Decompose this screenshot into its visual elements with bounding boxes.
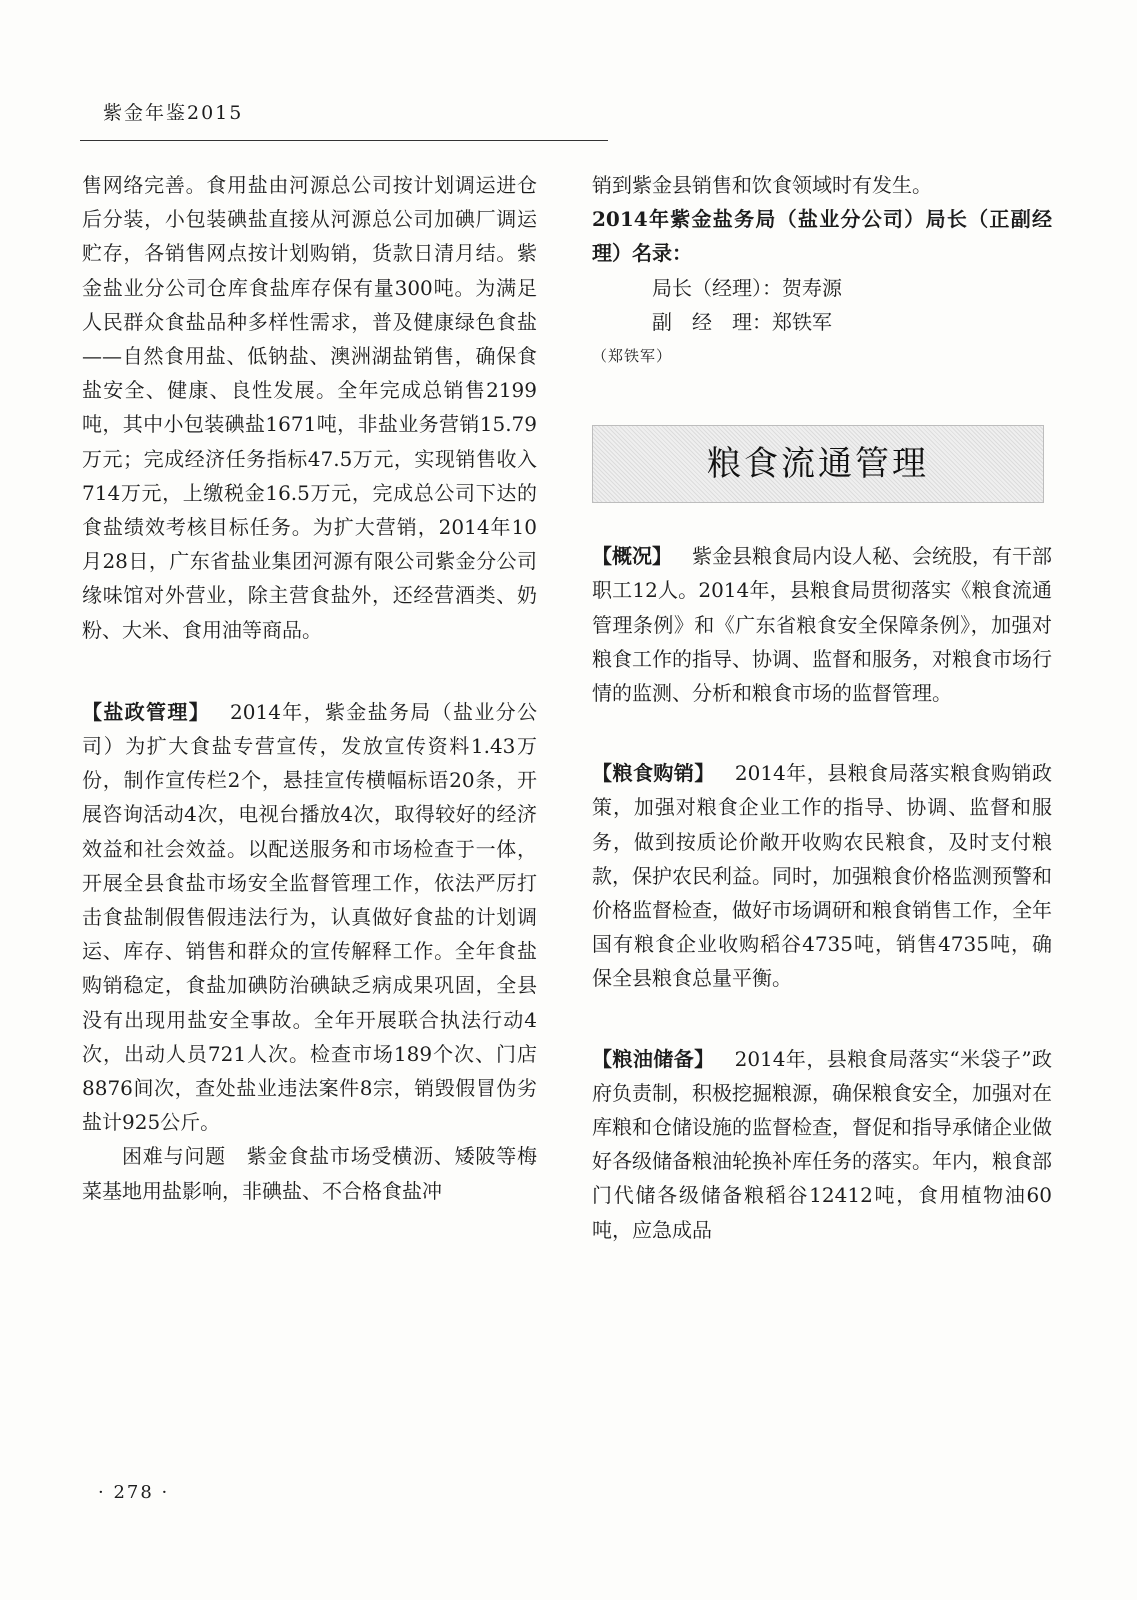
overview-paragraph (592, 539, 1052, 710)
left-column (82, 168, 537, 1208)
page-number: · 278 · (98, 1482, 170, 1503)
problems-label: 困难与问题 (122, 1144, 226, 1169)
header-rule (80, 140, 608, 141)
salt-admin-text: 2014年，紫金盐务局（盐业分公司）为扩大食盐专营宣传，发放宣传资料1.43万份，制作宣传栏2个，悬挂宣传横幅标语20条，开展咨询活动4次，电视台播放4次，取得较好的经济效益和社会效益。以配送服务和市场检查于一体，开展全县食盐市场安全监督管理工作，依法严厉打击食盐制假售假违法行为，认真做好食盐的计划调运、库存、销售和群众的宣传解释工作。全年食盐购销稳定，食盐加碘防治碘缺乏病成果巩固，全县没有出现用盐安全事故。全年开展联合执法行动4次，出动人员721人次。检查市场189个次、门店8876间次，查处盐业违法案件8宗，销毁假冒伪劣盐计925公斤。 (82, 699, 537, 1135)
right-column (592, 168, 1052, 1247)
salt-sales-paragraph: 售网络完善。食用盐由河源总公司按计划调运进仓后分装，小包装碘盐直接从河源总公司加碘厂调运贮存，各销售网点按计划购销，货款日清月结。紫金盐业分公司仓库食盐库存保有量300吨。为满足人民群众食盐品种多样性需求，普及健康绿色食盐——自然食用盐、低钠盐、澳洲湖盐销售，确保食盐安全、健康、良性发展。全年完成总销售2199吨，其中小包装碘盐1671吨，非盐业务营销15.79万元；完成经济任务指标47.5万元，实现销售收入714万元，上缴税金16.5万元，完成总公司下达的食盐绩效考核目标任务。为扩大营销，2014年10月28日，广东省盐业集团河源有限公司紫金分公司缘味馆对外营业，除主营食盐外，还经营酒类、奶粉、大米、食用油等商品。 (82, 173, 537, 642)
grain-reserve-paragraph (592, 1042, 1052, 1247)
roster-item-deputy (592, 305, 1052, 339)
grain-purchase-text: 2014年，县粮食局落实粮食购销政策，加强对粮食企业工作的指导、协调、监督和服务，做到按质论价敞开收购农民粮食，及时支付粮款，保护农民利益。同时，加强粮食价格监测预警和价格监督检查，做好市场调研和粮食销售工作，全年国有粮食企业收购稻谷4735吨，销售4735吨，确保全县粮食总量平衡。 (592, 761, 1052, 991)
overview-text: 紫金县粮食局内设人秘、会统股，有干部职工12人。2014年，县粮食局贯彻落实《粮食流通管理条例》和《广东省粮食安全保障条例》，加强对粮食工作的指导、协调、监督和服务，对粮食市场行情的监测、分析和粮食市场的监督管理。 (592, 544, 1052, 706)
section-title: 粮食流通管理 (707, 444, 929, 485)
roster-role: 副 经 理： (652, 309, 772, 334)
roster-role: 局长（经理）： (652, 275, 782, 300)
grain-reserve-heading: 【粮油储备】 (592, 1046, 715, 1071)
roster-title: 2014年紫金盐务局（盐业分公司）局长（正副经理）名录： (592, 207, 1052, 266)
grain-purchase-paragraph (592, 756, 1052, 995)
continuation-text: 销到紫金县销售和饮食领域时有发生。 (592, 173, 932, 197)
section-title-box (592, 425, 1044, 503)
roster-name: 贺寿源 (782, 275, 842, 300)
grain-purchase-heading: 【粮食购销】 (592, 761, 715, 786)
roster-name: 郑铁军 (772, 309, 832, 334)
problems-paragraph (82, 1139, 537, 1207)
grain-reserve-text: 2014年，县粮食局落实“米袋子”政府负责制，积极挖掘粮源，确保粮食安全，加强对在库粮和仓储设施的监督检查，督促和指导承储企业做好各级储备粮油轮换补库任务的落实。年内，粮食部门代储各级储备粮稻谷12412吨，食用植物油60吨，应急成品 (592, 1046, 1052, 1242)
running-head: 紫金年鉴2015 (103, 102, 244, 124)
salt-admin-paragraph (82, 695, 537, 1140)
overview-heading: 【概况】 (592, 544, 672, 569)
problems-text: 紫金食盐市场受横沥、矮陂等梅菜基地用盐影响，非碘盐、不合格食盐冲 (82, 1144, 538, 1203)
salt-admin-heading: 【盐政管理】 (82, 699, 211, 724)
author-signature: （郑铁军） (592, 347, 673, 366)
roster-item-director (592, 271, 1052, 305)
